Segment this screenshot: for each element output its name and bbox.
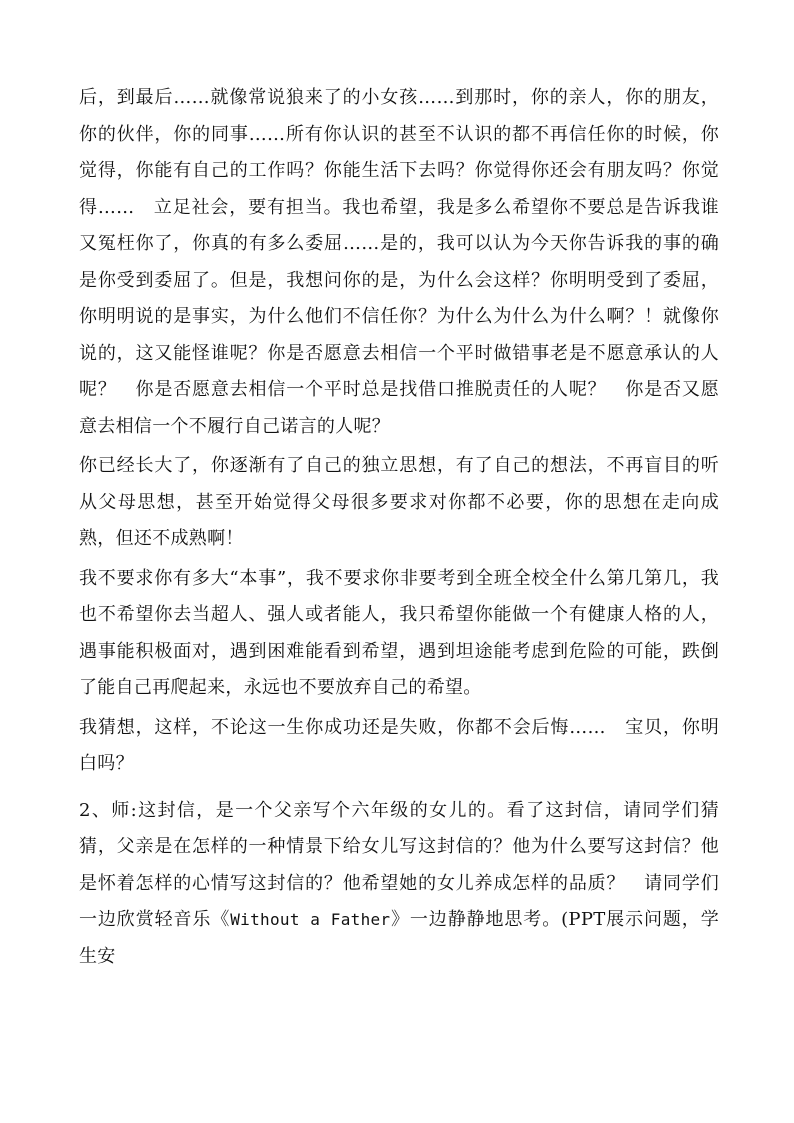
music-title: Without a Father: [230, 910, 391, 929]
instruction-tail: 》一边静静地思考。(PPT展示问题，学生安: [79, 909, 719, 967]
paragraph-no-regret: 我猜想，这样，不论这一生你成功还是失败，你都不会后悔…… 宝贝，你明白吗？: [79, 716, 719, 774]
paragraph-growing-up: 你已经长大了，你逐渐有了自己的独立思想，有了自己的想法，不再盲目的听从父母思想，甚至开始觉得父母很多要求对你都不必要，你的思想在走向成熟，但还不成熟啊！: [79, 455, 719, 549]
paragraph-teacher-instruction: [79, 793, 719, 976]
paragraph-trust: 后，到最后……就像常说狼来了的小女孩……到那时，你的亲人，你的朋友，你的伙伴，你的同事……所有你认识的甚至不认识的都不再信任你的时候，你觉得，你能有自己的工作吗？你能生活下去吗？你觉得你还会有朋友吗？你觉得…… 立足社会，要有担当。我也希望，我是多么希望你不要总是告诉我谁又冤枉你了，你真的有多么委屈……是的，我可以认为今天你告诉我的事的确是你受到委屈了。但是，我想问你的是，为什么会这样？你明明受到了委屈，你明明说的是事实，为什么他们不信任你？为什么为什么为什么啊？！就像你说的，这又能怪谁呢？你是否愿意去相信一个平时做错事老是不愿意承认的人呢？ 你是否愿意去相信一个平时总是找借口推脱责任的人呢？ 你是否又愿意去相信一个不履行自己诺言的人呢？: [79, 87, 719, 437]
paragraph-expectations: 我不要求你有多大“本事”，我不要求你非要考到全班全校全什么第几第几，我也不希望你去当超人、强人或者能人，我只希望你能做一个有健康人格的人，遇事能积极面对，遇到困难能看到希望，遇到坦途能考虑到危险的可能，跌倒了能自己再爬起来，永远也不要放弃自己的希望。: [79, 567, 719, 698]
instruction-lead: 2、师:这封信，是一个父亲写个六年级的女儿的。看了这封信，请同学们猜猜，父亲是在怎样的一种情景下给女儿写这封信的？他为什么要写这封信？他是怀着怎样的心情写这封信的？他希望她的女儿养成怎样的品质？ 请同学们一边欣赏轻音乐《: [79, 799, 719, 930]
document-body: [79, 80, 719, 975]
